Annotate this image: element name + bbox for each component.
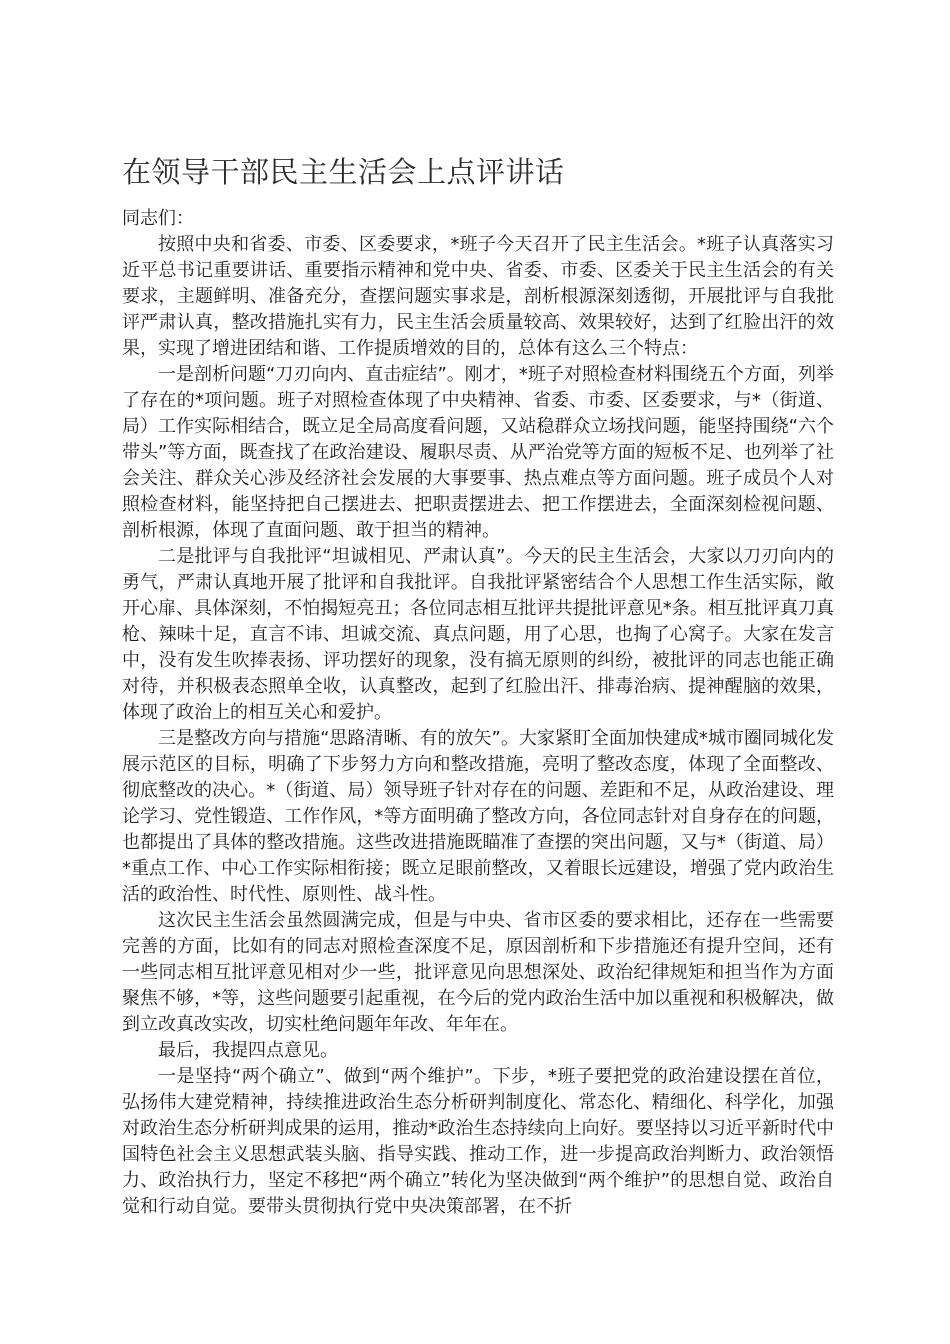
paragraph-shortcomings: 这次民主生活会虽然圆满完成，但是与中央、省市区委的要求相比，还存在一些需要完善的方面，比如有的同志对照检查深度不足，原因剖析和下步措施还有提升空间，还有一些同志相互批评意见相对少一些，批评意见向思想深处、政治纪律规矩和担当作为方面聚焦不够，*等，这些问题要引起重视，在今后的党内政治生活中加以重视和积极解决，做到立改真改实改，切实杜绝问题年年改、年年在。 (122, 910, 834, 1035)
paragraph-point-two: 二是批评与自我批评“坦诚相见、严肃认真”。今天的民主生活会，大家以刀刃向内的勇气，严肃认真地开展了批评和自我批评。自我批评紧密结合个人思想工作生活实际，敞开心扉、具体深刻，不怕揭短亮丑；各位同志相互批评共提批评意见*条。相互批评真刀真枪、辣味十足，直言不讳、坦诚交流、真点问题，用了心思，也掏了心窝子。大家在发言中，没有发生吹捧表扬、评功摆好的现象，没有搞无原则的纠纷，被批评的同志也能正确对待，并积极表态照单全收，认真整改，起到了红脸出汗、排毒治病、提神醒脑的效果，体现了政治上的相互关心和爱护。 (122, 546, 834, 723)
document-title: 在领导干部民主生活会上点评讲话 (122, 155, 565, 189)
paragraph-intro: 按照中央和省委、市委、区委要求，*班子今天召开了民主生活会。*班子认真落实习近平总书记重要讲话、重要指示精神和党中央、省委、市委、区委关于民主生活会的有关要求，主题鲜明、准备充分，查摆问题实事求是，剖析根源深刻透彻，开展批评与自我批评严肃认真，整改措施扎实有力，民主生活会质量较高、效果较好，达到了红脸出汗的效果，实现了增进团结和谐、工作提质增效的目的，总体有这么三个特点： (122, 234, 834, 359)
salutation: 同志们： (122, 208, 194, 229)
paragraph-transition: 最后，我提四点意见。 (158, 1040, 338, 1061)
paragraph-opinion-one: 一是坚持“两个确立”、做到“两个维护”。下步，*班子要把党的政治建设摆在首位，弘扬伟大建党精神，持续推进政治生态分析研判制度化、常态化、精细化、科学化，加强对政治生态分析研判成果的运用，推动*政治生态持续向上向好。要坚持以习近平新时代中国特色社会主义思想武装头脑、指导实践、推动工作，进一步提高政治判断力、政治领悟力、政治执行力，坚定不移把“两个确立”转化为坚决做到“两个维护”的思想自觉、政治自觉和行动自觉。要带头贯彻执行党中央决策部署，在不折 (122, 1066, 834, 1217)
paragraph-point-three: 三是整改方向与措施“思路清晰、有的放矢”。大家紧盯全面加快建成*城市圈同城化发展示范区的目标，明确了下步努力方向和整改措施，亮明了整改态度，体现了全面整改、彻底整改的决心。*（街道、局）领导班子针对存在的问题、差距和不足，从政治建设、理论学习、党性锻造、工作作风，*等方面明确了整改方向，各位同志针对自身存在的问题，也都提出了具体的整改措施。这些改进措施既瞄准了查摆的突出问题，又与*（街道、局）*重点工作、中心工作实际相衔接；既立足眼前整改，又着眼长远建设，增强了党内政治生活的政治性、时代性、原则性、战斗性。 (122, 728, 834, 905)
document-body (122, 206, 834, 1220)
paragraph-point-one: 一是剖析问题“刀刃向内、直击症结”。刚才，*班子对照检查材料围绕五个方面，列举了存在的*项问题。班子对照检查体现了中央精神、省委、市委、区委要求，与*（街道、局）工作实际相结合，既立足全局高度看问题，又站稳群众立场找问题，能坚持围绕“六个带头”等方面，既查找了在政治建设、履职尽责、从严治党等方面的短板不足、也列举了社会关注、群众关心涉及经济社会发展的大事要事、热点难点等方面问题。班子成员个人对照检查材料，能坚持把自己摆进去、把职责摆进去、把工作摆进去，全面深刻检视问题、剖析根源，体现了直面问题、敢于担当的精神。 (122, 364, 834, 541)
